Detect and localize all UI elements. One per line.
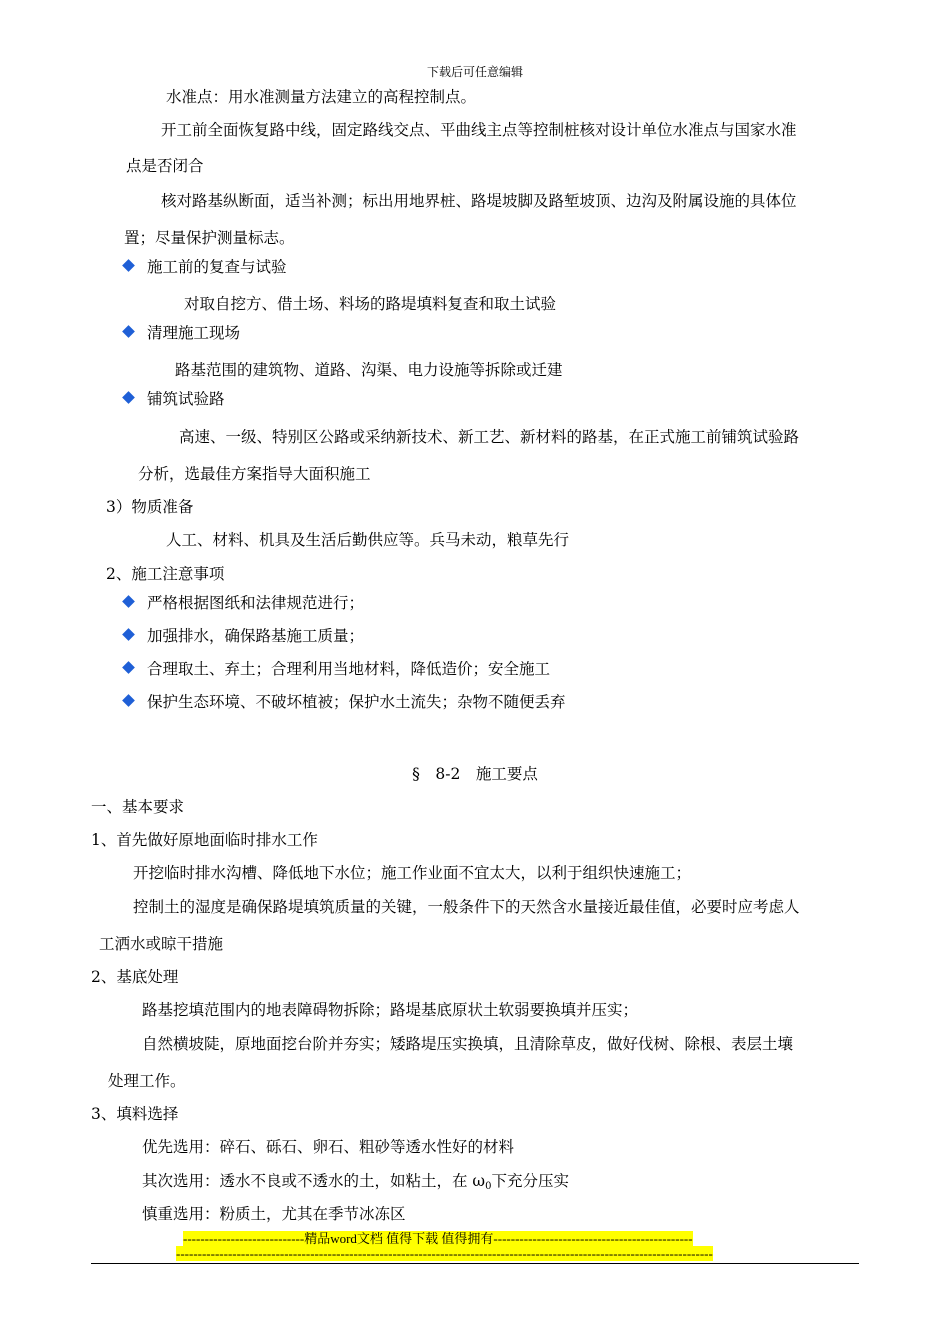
text-line: 置；尽量保护测量标志。 <box>124 229 295 247</box>
bullet-item: 保护生态环境、不破坏植被；保护水土流失；杂物不随便丢弃 <box>124 692 566 712</box>
heading-line: 2、基底处理 <box>91 968 179 986</box>
text-line: 开工前全面恢复路中线，固定路线交点、平曲线主点等控制桩核对设计单位水准点与国家水准 <box>161 121 797 139</box>
section-heading: § 8-2 施工要点 <box>412 765 538 783</box>
text-line: 分析，选最佳方案指导大面积施工 <box>138 465 371 483</box>
text-line: 控制土的湿度是确保路堤填筑质量的关键，一般条件下的天然含水量接近最佳值，必要时应考虑人 <box>133 898 800 916</box>
diamond-bullet-icon <box>122 661 135 674</box>
text-line: 路基挖填范围内的地表障碍物拆除；路堤基底原状土软弱要换填并压实； <box>142 1001 639 1019</box>
bullet-item: 合理取土、弃土；合理利用当地材料，降低造价；安全施工 <box>124 659 550 679</box>
bullet-item: 施工前的复查与试验 <box>124 257 287 277</box>
text-line: 点是否闭合 <box>126 157 204 175</box>
bullet-item: 加强排水，确保路基施工质量； <box>124 626 364 646</box>
text-line: 3）物质准备 <box>106 498 194 516</box>
text-line: 其次选用：透水不良或不透水的土，如粘土，在 $\omega_0$下充分压实 <box>142 1172 569 1192</box>
text-line: 自然横坡陡，原地面挖台阶并夯实；矮路堤压实换填，且清除草皮，做好伐树、除根、表层土壤 <box>142 1035 794 1053</box>
diamond-bullet-icon <box>122 595 135 608</box>
text-line: 工洒水或晾干措施 <box>99 935 224 953</box>
bullet-item: 铺筑试验路 <box>124 389 225 409</box>
heading-line: 一、基本要求 <box>91 798 185 816</box>
footer-divider <box>91 1263 859 1264</box>
bullet-item: 清理施工现场 <box>124 323 240 343</box>
diamond-bullet-icon <box>122 259 135 272</box>
text-line: 高速、一级、特别区公路或采纳新技术、新工艺、新材料的路基，在正式施工前铺筑试验路 <box>179 428 800 446</box>
footer-banner-line2: ---------------------------------------------------------------------------------------------------------------------------- <box>176 1246 713 1261</box>
text-line: 处理工作。 <box>108 1072 186 1090</box>
bullet-item: 严格根据图纸和法律规范进行； <box>124 593 364 613</box>
text-line: 人工、材料、机具及生活后勤供应等。兵马未动，粮草先行 <box>166 531 570 549</box>
heading-line: 3、填料选择 <box>91 1105 179 1123</box>
heading-line: 1、首先做好原地面临时排水工作 <box>91 831 318 849</box>
text-line: 慎重选用：粉质土，尤其在季节冰冻区 <box>142 1205 406 1223</box>
text-line: 路基范围的建筑物、道路、沟渠、电力设施等拆除或迁建 <box>175 361 563 379</box>
text-line: 对取自挖方、借土场、料场的路堤填料复查和取土试验 <box>184 295 557 313</box>
text-line: 2、施工注意事项 <box>106 565 225 583</box>
diamond-bullet-icon <box>122 325 135 338</box>
diamond-bullet-icon <box>122 694 135 707</box>
diamond-bullet-icon <box>122 628 135 641</box>
footer-banner-line1: ----------------------------精品word文档 值得下载 值得拥有---------------------------------------------- <box>183 1231 693 1246</box>
text-line: 水准点：用水准测量方法建立的高程控制点。 <box>166 88 477 106</box>
diamond-bullet-icon <box>122 391 135 404</box>
header-note: 下载后可任意编辑 <box>426 65 523 79</box>
text-line: 核对路基纵断面，适当补测；标出用地界桩、路堤坡脚及路堑坡顶、边沟及附属设施的具体位 <box>161 192 797 210</box>
text-line: 开挖临时排水沟槽、降低地下水位；施工作业面不宜太大，以利于组织快速施工； <box>133 864 692 882</box>
text-line: 优先选用：碎石、砾石、卵石、粗砂等透水性好的材料 <box>142 1138 515 1156</box>
